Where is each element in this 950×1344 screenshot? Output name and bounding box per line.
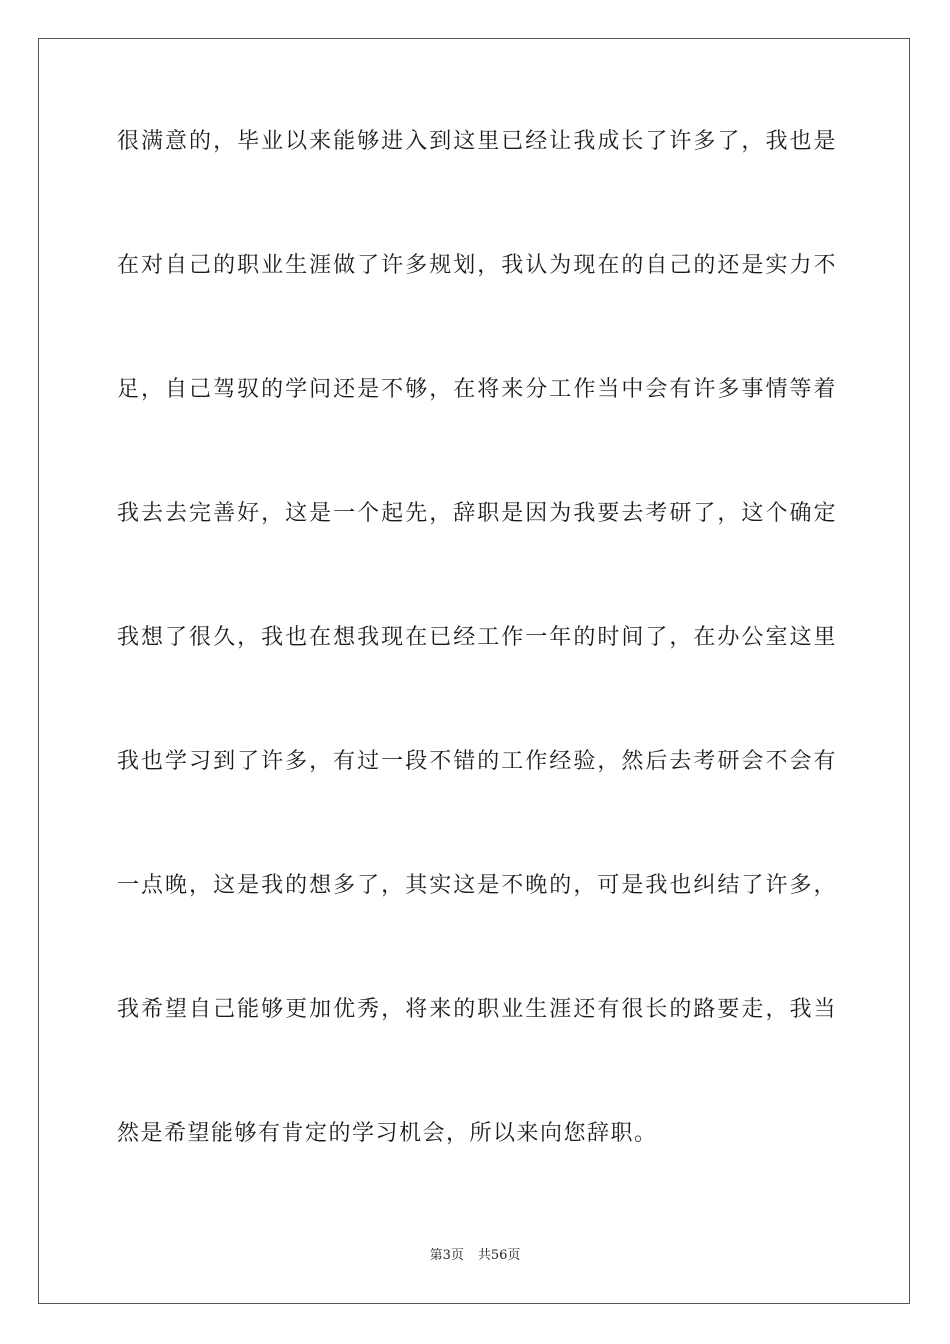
text-line-7: 一点晚，这是我的想多了，其实这是不晚的，可是我也纠结了许多， bbox=[117, 873, 837, 898]
text-line-6: 我也学习到了许多，有过一段不错的工作经验，然后去考研会不会有 bbox=[117, 749, 837, 774]
text-line-8: 我希望自己能够更加优秀，将来的职业生涯还有很长的路要走，我当 bbox=[117, 997, 837, 1022]
text-line-4: 我去去完善好，这是一个起先，辞职是因为我要去考研了，这个确定 bbox=[117, 501, 837, 526]
page-total: 共56页 bbox=[477, 1248, 521, 1263]
text-line-5: 我想了很久，我也在想我现在已经工作一年的时间了，在办公室这里 bbox=[117, 625, 837, 650]
text-line-3: 足，自己驾驭的学问还是不够，在将来分工作当中会有许多事情等着 bbox=[117, 377, 837, 402]
page-number: 第3页 bbox=[429, 1248, 464, 1263]
document-body bbox=[117, 128, 837, 1244]
text-line-9: 然是希望能够有肯定的学习机会，所以来向您辞职。 bbox=[117, 1121, 658, 1146]
text-line-1: 很满意的，毕业以来能够进入到这里已经让我成长了许多了，我也是 bbox=[117, 129, 837, 154]
text-line-2: 在对自己的职业生涯做了许多规划，我认为现在的自己的还是实力不 bbox=[117, 253, 837, 278]
page-footer bbox=[0, 1248, 950, 1264]
